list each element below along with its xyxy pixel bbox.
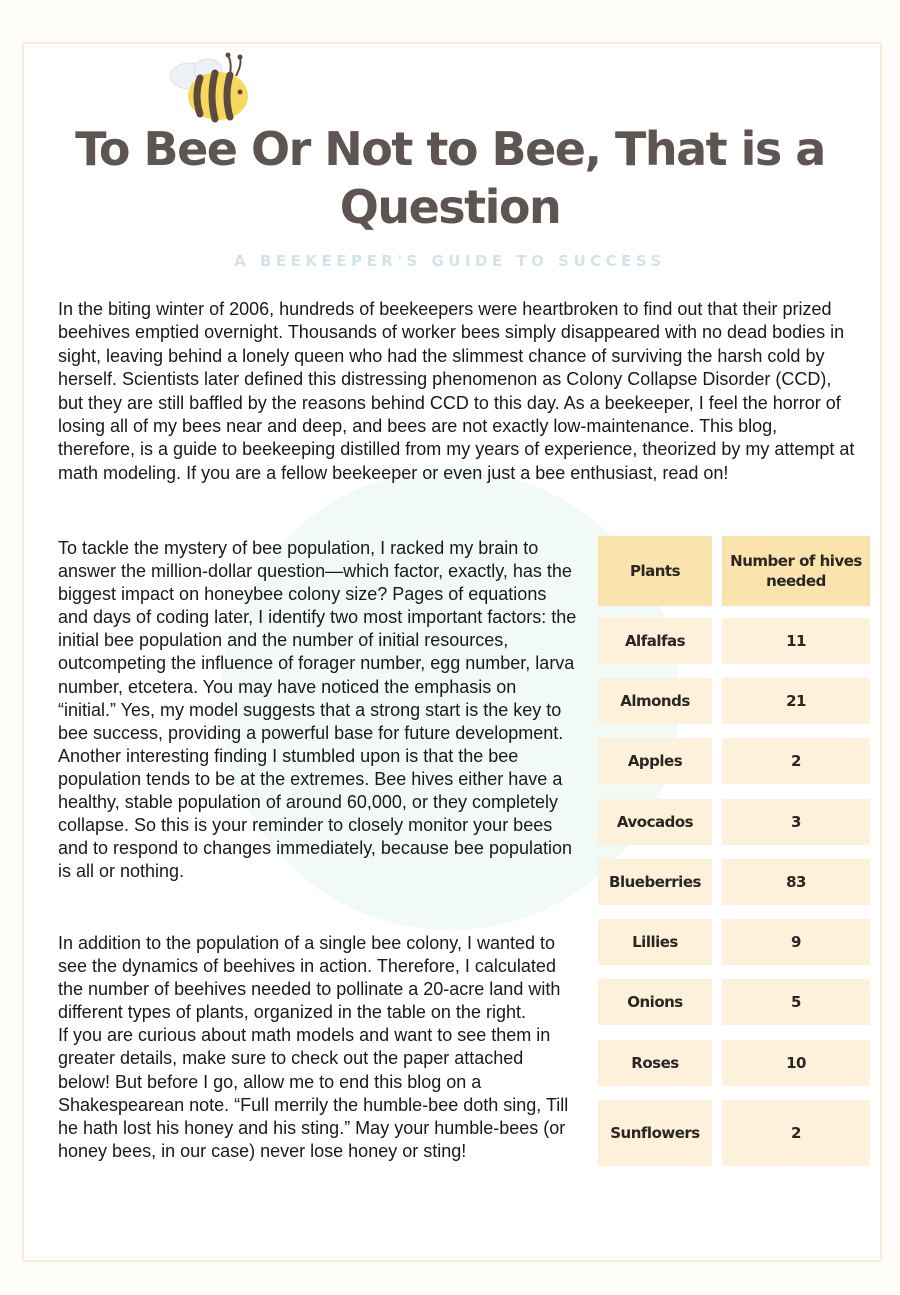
hives-count-cell: 5 [722, 979, 870, 1025]
plant-name-cell: Lillies [598, 919, 712, 965]
plant-name-cell: Avocados [598, 799, 712, 845]
hives-count-cell: 83 [722, 859, 870, 905]
table-row [598, 1040, 870, 1086]
plant-name-cell: Almonds [598, 678, 712, 724]
plant-name-cell: Sunflowers [598, 1100, 712, 1166]
page-title [60, 120, 840, 236]
hives-count-cell: 11 [722, 618, 870, 664]
hives-count-cell: 2 [722, 1100, 870, 1166]
closing-paragraph: If you are curious about math models and want to see them in greater details, make sure to check out the paper attached below! But before I go, allow me to end this blog on a Shakespearean note. “Full merrily the humble-bee doth sing, Till he hath lost his honey and his sting.” May your humble-bees (or honey bees, in our case) never lose honey or sting! [58, 1025, 569, 1161]
header-plants: Plants [598, 536, 712, 606]
table-header-row [598, 536, 870, 606]
table-row [598, 1100, 870, 1166]
hives-count-cell: 10 [722, 1040, 870, 1086]
hives-count-cell: 21 [722, 678, 870, 724]
findings-paragraph: To tackle the mystery of bee population, I racked my brain to answer the million-dollar question—which factor, exactly, has the biggest impact on honeybee colony size? Pages of equations and days of coding later, I identify two most important factors: the initial bee population and the number of initial resources, outcompeting the influence of forager number, egg number, larva number, etcetera. You may have noticed the emphasis on “initial.” Yes, my model suggests that a strong start is the key to bee success, providing a powerful base for future development. Another interesting finding I stumbled upon is that the bee population tends to be at the extremes. Bee hives either have a healthy, stable population of around 60,000, or they completely collapse. So this is your reminder to closely monitor your bees and to respond to changes immediately, because bee population is all or nothing. [58, 538, 577, 882]
plant-name-cell: Blueberries [598, 859, 712, 905]
plant-name-cell: Roses [598, 1040, 712, 1086]
hives-count-cell: 3 [722, 799, 870, 845]
table-row [598, 919, 870, 965]
table-row [598, 859, 870, 905]
table-row [598, 738, 870, 784]
plant-name-cell: Alfalfas [598, 618, 712, 664]
table-row [598, 678, 870, 724]
header-hives: Number of hives needed [722, 536, 870, 606]
title-line-2: Question [339, 180, 561, 234]
hives-count-cell: 2 [722, 738, 870, 784]
closing-section [58, 932, 578, 1163]
page-subtitle: A BEEKEEPER'S GUIDE TO SUCCESS [234, 252, 666, 270]
title-line-1: To Bee Or Not to Bee, That is a [75, 122, 825, 176]
plant-name-cell: Apples [598, 738, 712, 784]
table-row [598, 618, 870, 664]
hives-paragraph: In addition to the population of a single bee colony, I wanted to see the dynamics of beehives in action. Therefore, I calculated the number of beehives needed to pollinate a 20-acre land with different types of plants, organized in the table on the right. [58, 933, 561, 1023]
hives-count-cell: 9 [722, 919, 870, 965]
table-row [598, 979, 870, 1025]
intro-paragraph: In the biting winter of 2006, hundreds of beekeepers were heartbroken to find out that their prized beehives emptied overnight. Thousands of worker bees simply disappeared with no dead bodies in sight, leaving behind a lonely queen who had the slimmest chance of surviving the harsh cold by herself. Scientists later defined this distressing phenomenon as Colony Collapse Disorder (CCD), but they are still baffled by the reasons behind CCD to this day. As a beekeeper, I feel the horror of losing all of my bees near and deep, and bees are not exactly low-maintenance. This blog, therefore, is a guide to beekeeping distilled from my years of experience, theorized by my attempt at math modeling. If you are a fellow beekeeper or even just a bee enthusiast, read on! [58, 299, 855, 483]
plant-name-cell: Onions [598, 979, 712, 1025]
bee-icon [160, 48, 260, 128]
table-row [598, 799, 870, 845]
